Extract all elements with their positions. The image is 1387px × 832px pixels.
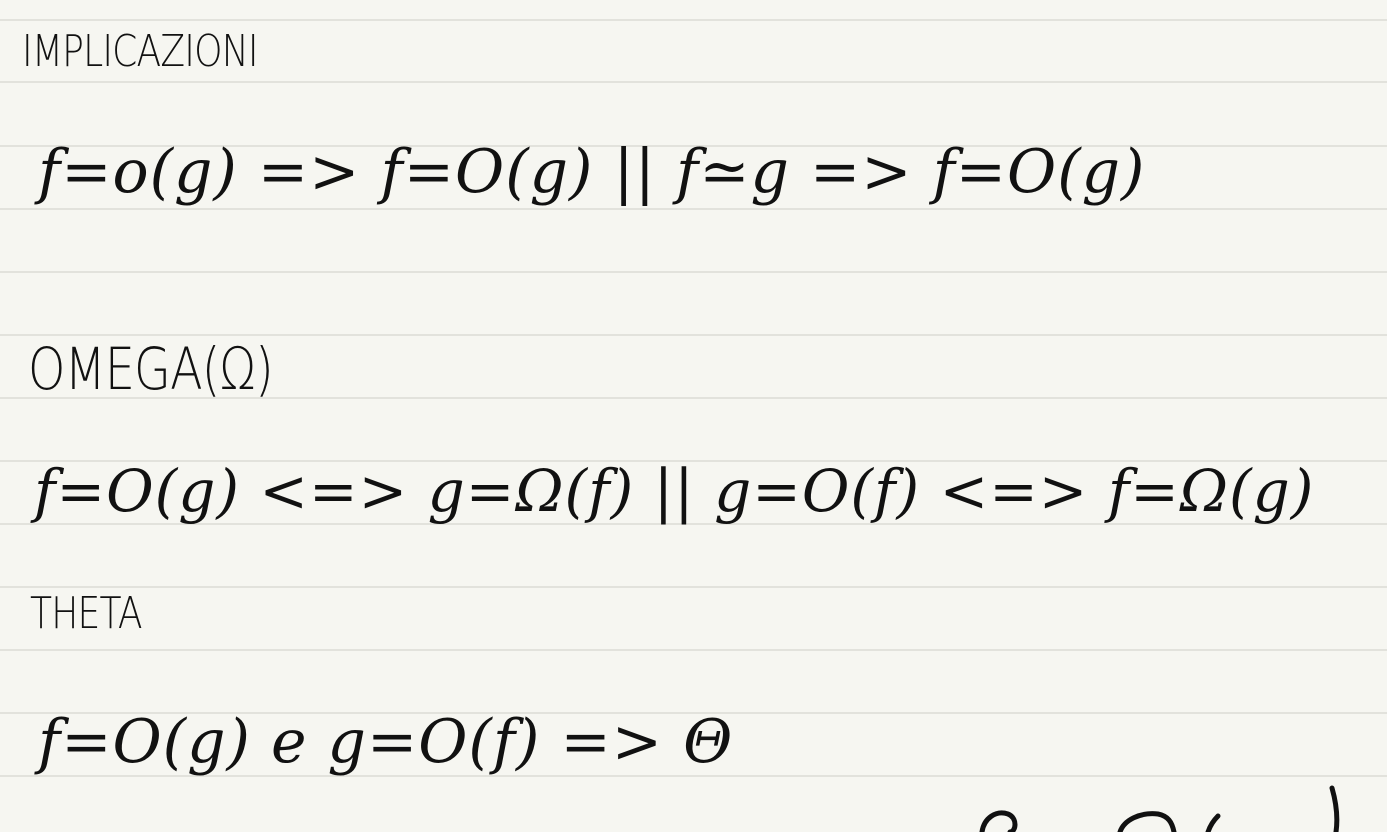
formula-theta: f=O(g) e g=O(f) => Θ [38,707,734,777]
formula-omega: f=O(g) <=> g=Ω(f) || g=O(f) <=> f=Ω(g) [34,457,1315,525]
heading-theta: THETA [30,588,142,639]
heading-omega: OMEGA(Ω) [28,335,273,403]
cut-off-handwriting [960,770,1380,832]
formula-implicazioni: f=o(g) => f=O(g) || f≃g => f=O(g) [38,137,1146,207]
heading-implicazioni: IMPLICAZIONI [22,26,258,77]
